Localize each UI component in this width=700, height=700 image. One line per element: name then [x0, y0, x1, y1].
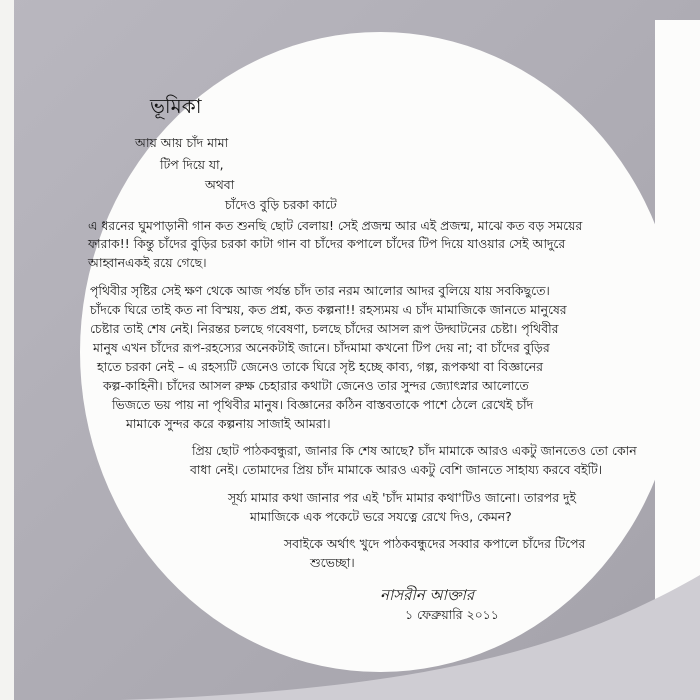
poem-line: টিপ দিয়ে যা,	[160, 157, 224, 172]
paragraph-line: সবাইকে অর্থাৎ খুদে পাঠকবন্ধুদের সব্বার কপালে চাঁদের টিপের	[284, 536, 586, 551]
paragraph-line: ফারাক!! কিন্তু চাঁদের বুড়ির চরকা কাটা গান বা চাঁদের কপালে চাঁদের টিপ দিয়ে যাওয়ার সেই আদুরে	[88, 236, 566, 251]
paragraph-line: সূর্য্য মামার কথা জানার পর এই 'চাঁদ মামার কথা'টিও জানো। তারপর দুই	[228, 490, 576, 505]
paragraph-line: চাঁদকে ঘিরে তাই কত না বিস্ময়, কত প্রশ্ন, কত কল্পনা!! রহস্যময় এ চাঁদ মামাজিকে জানতে মানুষের	[90, 302, 567, 317]
poem-line: অথবা	[205, 177, 235, 192]
paragraph-line: হাতে চরকা নেই – এ রহস্যটি জেনেও তাকে ঘিরে সৃষ্ট হচ্ছে কাব্য, গল্প, রূপকথা বা বিজ্ঞানের	[97, 359, 543, 374]
paragraph-line: প্রিয় ছোট পাঠকবন্ধুরা, জানার কি শেষ আছে? চাঁদ মামাকে আরও একটু জানতেও তো কোন	[192, 443, 637, 458]
preface-heading: ভূমিকা	[150, 94, 202, 118]
signature-date: ১ ফেব্রুয়ারি ২০১১	[405, 607, 499, 622]
paragraph-line: চেষ্টার তাই শেষ নেই। নিরন্তর চলছে গবেষণা, চলছে চাঁদের আসল রূপ উদ্ঘাটনের চেষ্টা। পৃথিবীর	[90, 321, 559, 336]
paragraph-line: কল্প-কাহিনী। চাঁদের আসল রুক্ষ চেহারার কথাটা জেনেও তার সুন্দর জ্যোৎস্নার আলোতে	[103, 378, 529, 393]
paragraph-line: আহ্বানএকই রয়ে গেছে।	[88, 255, 207, 270]
paragraph-line: পৃথিবীর সৃষ্টির সেই ক্ষণ থেকে আজ পর্যন্ত চাঁদ তার নরম আলোর আদর বুলিয়ে যায় সবকিছুতে।	[90, 283, 550, 298]
poem-line: চাঁদেও বুড়ি চরকা কাটে	[225, 197, 337, 212]
poem-line: আয় আয় চাঁদ মামা	[135, 135, 229, 150]
paragraph-line: এ ধরনের ঘুমপাড়ানী গান কত শুনছি ছোট বেলায়! সেই প্রজন্ম আর এই প্রজন্ম, মাঝে কত বড় সময়ের	[88, 218, 583, 233]
paragraph-line: মামাকে সুন্দর করে কল্পনায় সাজাই আমরা।	[126, 416, 331, 431]
signature-name: নাসরীন আক্তার	[380, 586, 475, 604]
paragraph-line: মানুষ এখন চাঁদের রূপ-রহস্যের অনেকটাই জানে। চাঁদমামা কখনো টিপ দেয় না; বা চাঁদের বুড়ির	[93, 340, 550, 355]
paragraph-line: মামাজিকে এক পকেটে ভরে সযত্নে রেখে দিও, কেমন?	[250, 509, 512, 524]
paragraph-line: ভিজতে ভয় পায় না পৃথিবীর মানুষ। বিজ্ঞানের কঠিন বাস্তবতাকে পাশে ঠেলে রেখেই চাঁদ	[112, 397, 534, 412]
paragraph-line: বাধা নেই। তোমাদের প্রিয় চাঁদ মামাকে আরও একটু বেশি জানতে সাহায্য করবে বইটি।	[190, 462, 603, 477]
paragraph-line: শুভেচ্ছা।	[310, 555, 355, 570]
